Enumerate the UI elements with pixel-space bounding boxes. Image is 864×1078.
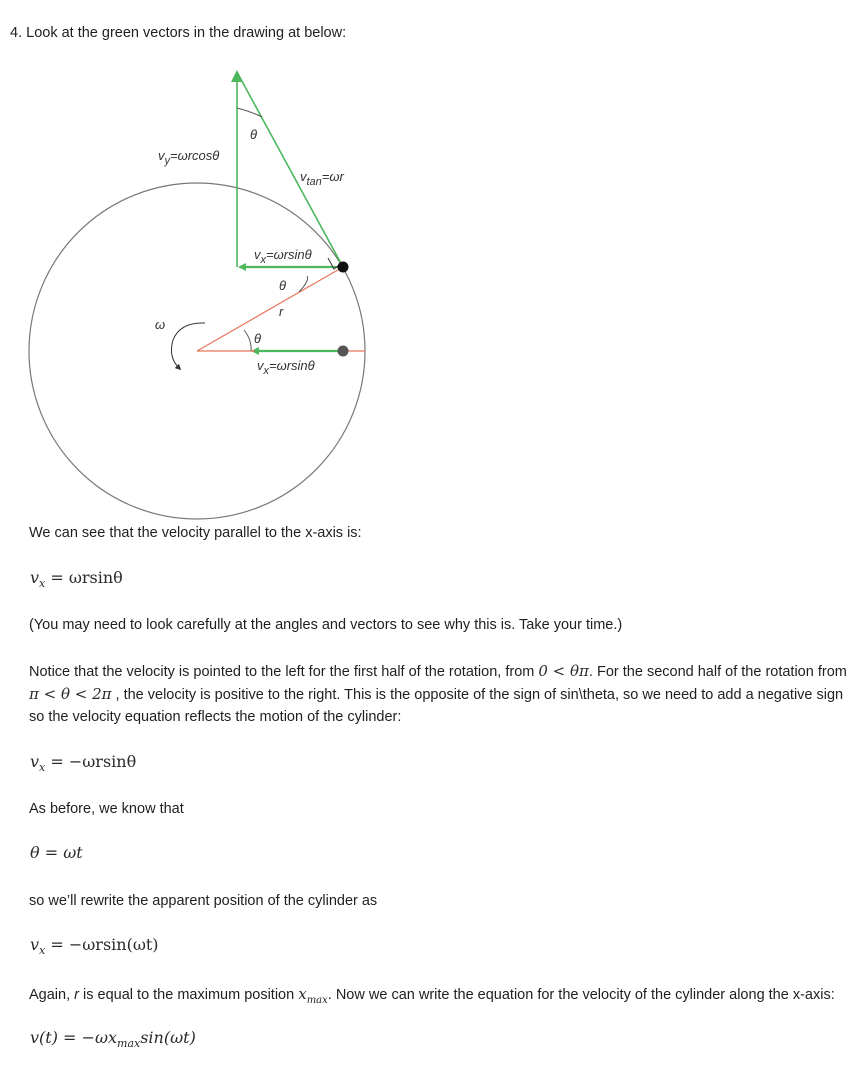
paragraph-as-before: As before, we know that bbox=[29, 801, 184, 817]
vx-lower-label: v bbox=[257, 358, 264, 373]
theta-center-label: θ bbox=[254, 331, 262, 346]
eq4-rhs: = −ωrsin(ωt) bbox=[45, 935, 159, 954]
eq5-part-b: sin(ωt) bbox=[140, 1028, 196, 1047]
paragraph-max-position bbox=[29, 983, 835, 1012]
equation-vx-negative bbox=[30, 752, 136, 774]
p6-part-a: Again, bbox=[29, 987, 75, 1003]
projected-point bbox=[338, 346, 349, 357]
vy-label: v bbox=[158, 148, 165, 163]
omega-label: ω bbox=[155, 317, 166, 332]
svg-text:vtan=ωr bbox=[300, 169, 345, 188]
vtan-rest: =ωr bbox=[321, 169, 344, 184]
vtan-sub: tan bbox=[306, 176, 322, 188]
eq4-lhs: v bbox=[30, 935, 40, 954]
eq5-part-a: v(t) = −ωx bbox=[30, 1028, 118, 1047]
vx-upper-rest: =ωrsinθ bbox=[266, 247, 312, 262]
eq1-lhs: v bbox=[30, 568, 40, 587]
eq2-lhs: v bbox=[30, 752, 40, 771]
p6-math-sub: max bbox=[306, 994, 328, 1006]
p3-part-b: . For the second half of the rotation from bbox=[588, 664, 847, 680]
velocity-vector-diagram bbox=[0, 0, 864, 520]
p3-math-1: 0 < θπ bbox=[538, 662, 589, 680]
vy-sub: y bbox=[164, 155, 170, 167]
question-text: Look at the green vectors in the drawing at below: bbox=[26, 25, 347, 41]
p6-r: r bbox=[74, 987, 79, 1003]
paragraph-rewrite: so we’ll rewrite the apparent position of the cylinder as bbox=[29, 893, 378, 909]
eq2-sub: x bbox=[39, 761, 46, 775]
vy-rest: =ωrcosθ bbox=[170, 148, 220, 163]
paragraph-velocity-intro: We can see that the velocity parallel to the x-axis is: bbox=[29, 525, 362, 541]
omega-rotation-arrow bbox=[171, 323, 205, 368]
equation-theta: θ = ωt bbox=[30, 843, 83, 862]
svg-text:vx=ωrsinθ bbox=[257, 358, 315, 377]
p6-part-c: . Now we can write the equation for the velocity of the cylinder along the x-axis: bbox=[327, 987, 835, 1003]
p3-math-2: π < θ < 2π bbox=[29, 685, 112, 703]
paragraph-hint: (You may need to look carefully at the angles and vectors to see why this is. Take your time.) bbox=[29, 617, 623, 633]
p6-math: x bbox=[298, 985, 307, 1003]
svg-text:vx=ωrsinθ bbox=[254, 247, 312, 266]
theta-arc-center bbox=[244, 330, 251, 351]
r-label: r bbox=[279, 304, 284, 319]
radius-line bbox=[197, 267, 343, 351]
equation-vx bbox=[30, 568, 123, 590]
p6-part-b: is equal to the maximum position bbox=[79, 987, 299, 1003]
eq1-sub: x bbox=[39, 577, 46, 591]
vx-lower-sub: x bbox=[263, 365, 269, 377]
eq1-rhs: = ωrsinθ bbox=[45, 568, 123, 587]
vx-upper-sub: x bbox=[260, 254, 266, 266]
p3-part-a: Notice that the velocity is pointed to the left for the first half of the rotation, from bbox=[29, 664, 539, 680]
eq5-sub: max bbox=[117, 1037, 141, 1051]
equation-velocity-final bbox=[30, 1028, 196, 1050]
vx-lower-rest: =ωrsinθ bbox=[269, 358, 315, 373]
vx-upper-label: v bbox=[254, 247, 261, 262]
vtan-label: v bbox=[300, 169, 307, 184]
p3-part-c: , the velocity is positive to the right. This is the opposite of the sign of sin\theta, so we need to add a negative sign so the velocity equation reflects the motion of the cylinder: bbox=[29, 687, 844, 725]
theta-mid-label: θ bbox=[279, 278, 287, 293]
svg-text:vy=ωrcosθ bbox=[158, 148, 219, 167]
paragraph-sign-explanation bbox=[29, 660, 859, 728]
theta-top-label: θ bbox=[250, 127, 258, 142]
eq2-rhs: = −ωrsinθ bbox=[45, 752, 137, 771]
question-number: 4. bbox=[10, 25, 23, 41]
tangent-point bbox=[338, 262, 349, 273]
eq4-sub: x bbox=[39, 944, 46, 958]
equation-vx-time bbox=[30, 935, 159, 957]
